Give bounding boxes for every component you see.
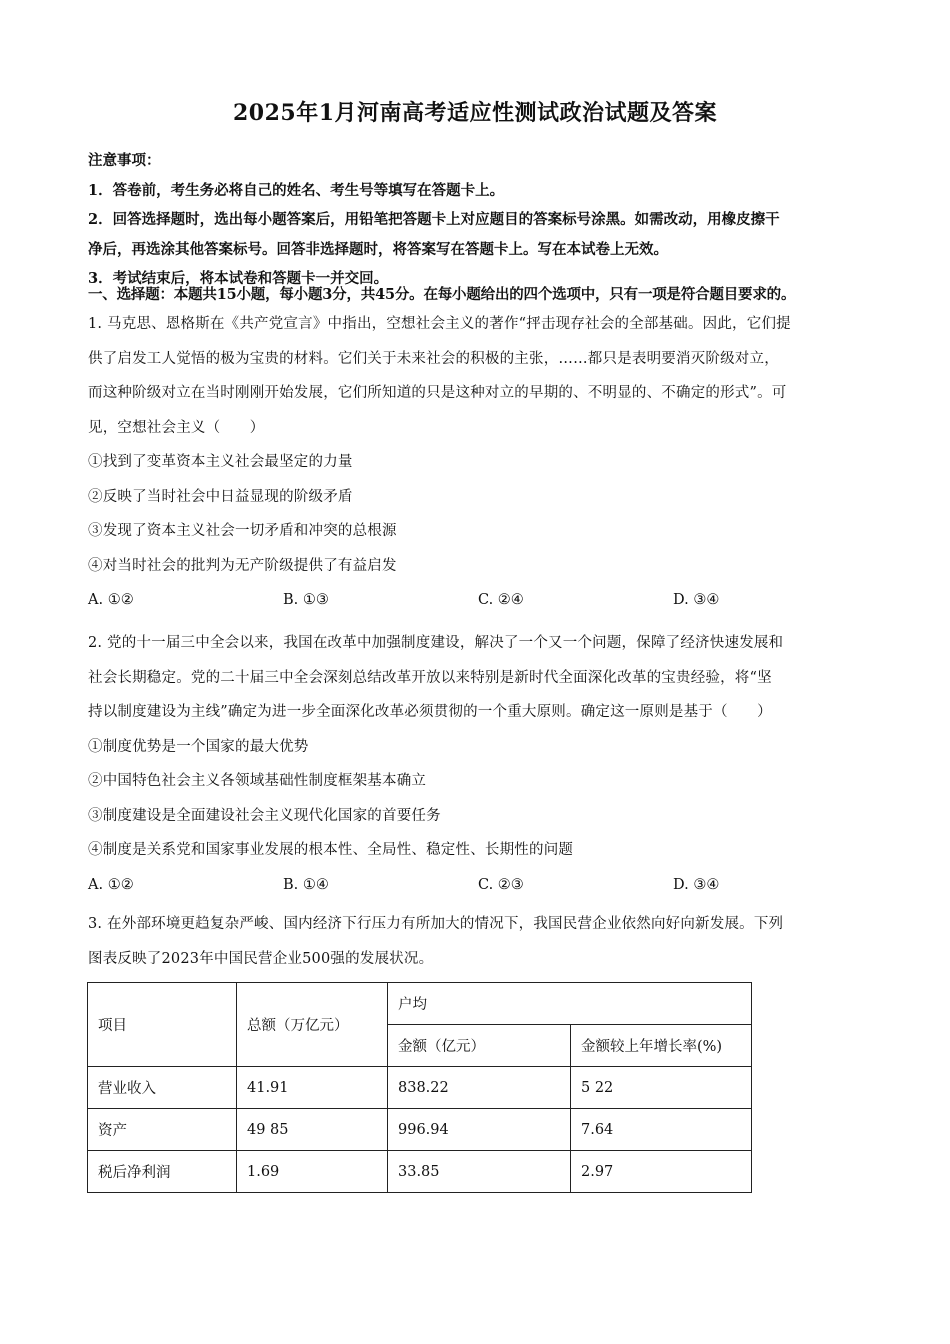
header-item: 项目 (88, 983, 237, 1067)
note-item: 1．答卷前，考生务必将自己的姓名、考生号等填写在答题卡上。 (88, 181, 505, 199)
option-c[interactable]: C. ②④ (478, 592, 524, 608)
table-cell: 41.91 (237, 1067, 388, 1109)
table-cell: 33.85 (388, 1151, 571, 1193)
note-item: 净后，再选涂其他答案标号。回答非选择题时，将答案写在答题卡上。写在本试卷上无效。 (88, 240, 668, 258)
table-cell: 996.94 (388, 1109, 571, 1151)
header-amount: 金额（亿元） (388, 1025, 571, 1067)
statement: ④制度是关系党和国家事业发展的根本性、全局性、稳定性、长期性的问题 (88, 842, 574, 858)
table-cell: 营业收入 (88, 1067, 237, 1109)
table-cell: 838.22 (388, 1067, 571, 1109)
statement: ③制度建设是全面建设社会主义现代化国家的首要任务 (88, 807, 441, 824)
question-text: 1. 马克思、恩格斯在《共产党宣言》中指出，空想社会主义的著作“抨击现存社会的全部基础。因此，它们提 (88, 316, 791, 332)
option-d[interactable]: D. ③④ (673, 592, 720, 608)
table-row (88, 1067, 752, 1109)
table-cell: 5 22 (571, 1067, 752, 1109)
question-text: 而这种阶级对立在当时刚刚开始发展，它们所知道的只是这种对立的早期的、不明显的、不确定的形式”。可 (88, 385, 787, 401)
question-text: 供了启发工人觉悟的极为宝贵的材料。它们关于未来社会的积极的主张，……都只是表明要消灭阶级对立， (88, 350, 779, 367)
table-cell: 49 85 (237, 1109, 388, 1151)
statement: ③发现了资本主义社会一切矛盾和冲突的总根源 (88, 523, 397, 539)
table-cell: 1.69 (237, 1151, 388, 1193)
question-2 (88, 626, 868, 902)
table-row (88, 1151, 752, 1193)
answer-options (88, 868, 868, 903)
statement: ①制度优势是一个国家的最大优势 (88, 738, 309, 755)
header-growth: 金额较上年增长率(%) (571, 1025, 752, 1067)
question-text: 2. 党的十一届三中全会以来，我国在改革中加强制度建设，解决了一个又一个问题，保障了经济快速发展和 (88, 635, 784, 651)
header-total: 总额（万亿元） (237, 983, 388, 1067)
question-3 (88, 907, 868, 976)
notes-heading: 注意事项： (88, 152, 161, 169)
page-title: 2025年1月河南高考适应性测试政治试题及答案 (232, 100, 718, 126)
option-d[interactable]: D. ③④ (673, 876, 720, 893)
data-table (87, 982, 752, 1193)
notes-block (88, 146, 878, 294)
header-per-household: 户均 (388, 983, 752, 1025)
note-item: 2．回答选择题时，选出每小题答案后，用铅笔把答题卡上对应题目的答案标号涂黑。如需改动，用橡皮擦干 (88, 211, 780, 228)
table-cell: 2.97 (571, 1151, 752, 1193)
table-cell: 7.64 (571, 1109, 752, 1151)
statement: ②反映了当时社会中日益显现的阶级矛盾 (88, 488, 353, 505)
question-text: 见，空想社会主义（ ） (88, 419, 265, 436)
question-1 (88, 307, 868, 618)
table-cell: 税后净利润 (88, 1151, 237, 1193)
question-text: 社会长期稳定。党的二十届三中全会深刻总结改革开放以来特别是新时代全面深化改革的宝贵经验，将“坚 (88, 669, 772, 686)
question-text: 持以制度建设为主线”确定为进一步全面深化改革必须贯彻的一个重大原则。确定这一原则是基于（ ） (88, 704, 772, 720)
section-heading: 一、选择题：本题共15小题，每小题3分，共45分。在每小题给出的四个选项中，只有一项是符合题目要求的。 (88, 286, 796, 303)
option-b[interactable]: B. ①③ (283, 592, 329, 608)
table-cell: 资产 (88, 1109, 237, 1151)
statement: ②中国特色社会主义各领域基础性制度框架基本确立 (88, 773, 427, 789)
note-item: 3．考试结束后，将本试卷和答题卡一并交回。 (88, 270, 389, 287)
question-text: 3. 在外部环境更趋复杂严峻、国内经济下行压力有所加大的情况下，我国民营企业依然向好向新发展。下列 (88, 916, 784, 932)
answer-options (88, 583, 868, 618)
table-row (88, 1109, 752, 1151)
option-a[interactable]: A. ①② (88, 592, 134, 608)
question-text: 图表反映了2023年中国民营企业500强的发展状况。 (88, 950, 434, 967)
statement: ④对当时社会的批判为无产阶级提供了有益启发 (88, 557, 397, 574)
option-b[interactable]: B. ①④ (283, 876, 329, 893)
option-a[interactable]: A. ①② (88, 876, 134, 893)
option-c[interactable]: C. ②③ (478, 876, 524, 893)
statement: ①找到了变革资本主义社会最坚定的力量 (88, 454, 353, 470)
